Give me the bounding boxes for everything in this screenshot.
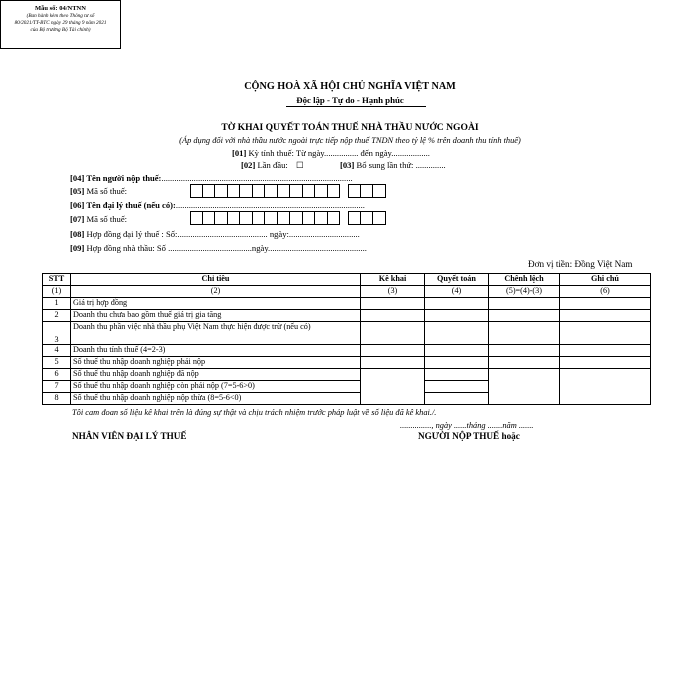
difference-cell[interactable] [489, 322, 560, 345]
settlement-cell[interactable] [425, 393, 489, 405]
field-code: [07] [70, 214, 85, 224]
note-cell[interactable] [560, 345, 651, 357]
taxpayer-name-input[interactable]: ......................................................................................... [161, 173, 353, 183]
tax-agent-name-label: Tên đại lý thuế (nếu có): [84, 200, 176, 210]
settlement-cell[interactable] [425, 345, 489, 357]
declared-cell[interactable] [361, 322, 425, 345]
row-label: Số thuế thu nhập doanh nghiệp nộp thừa (8=5-6<0) [71, 393, 361, 405]
settlement-table [42, 273, 651, 405]
declaration-text: Tôi cam đoan số liệu kê khai trên là đúng sự thật và chịu trách nhiệm trước pháp luật về số liệu đã kê khai./. [72, 408, 437, 417]
settlement-cell[interactable] [425, 322, 489, 345]
table-row [43, 369, 651, 381]
form-title: TỜ KHAI QUYẾT TOÁN THUẾ NHÀ THẦU NƯỚC NGOÀI [221, 122, 479, 133]
table-row [43, 357, 651, 369]
field-code: [09] [70, 243, 85, 253]
signing-date[interactable]: ..............., ngày ......tháng .......năm ....... [400, 421, 534, 430]
tax-period [232, 148, 430, 158]
declared-cell[interactable] [361, 357, 425, 369]
column-index: (5)=(4)-(3) [489, 286, 560, 298]
row-number: 5 [43, 357, 71, 369]
field-code: [02] [241, 160, 256, 170]
national-motto [260, 95, 440, 105]
column-header: STT [43, 274, 71, 286]
table-row [43, 345, 651, 357]
table-row [43, 298, 651, 310]
agent-tax-code-branch-boxes[interactable] [348, 211, 386, 225]
supplement [340, 160, 446, 170]
column-header: Ghi chú [560, 274, 651, 286]
note-cell[interactable] [560, 357, 651, 369]
column-header: Chỉ tiêu [71, 274, 361, 286]
country-name: CỘNG HOÀ XÃ HỘI CHỦ NGHĨA VIỆT NAM [244, 81, 456, 92]
first-time-label: Lần đầu: [255, 160, 288, 170]
declared-cell[interactable] [361, 369, 425, 405]
form-code-note: của Bộ trưởng Bộ Tài chính) [30, 27, 91, 33]
difference-cell[interactable] [489, 345, 560, 357]
form-code-note: 80/2021/TT-BTC ngày 29 tháng 9 năm 2021 [14, 20, 107, 26]
difference-cell[interactable] [489, 310, 560, 322]
note-cell[interactable] [560, 298, 651, 310]
row-label: Giá trị hợp đồng [71, 298, 361, 310]
column-index: (1) [43, 286, 71, 298]
tax-code-field [70, 186, 127, 196]
column-index: (6) [560, 286, 651, 298]
settlement-cell[interactable] [425, 381, 489, 393]
taxpayer-name-label: Tên người nộp thuế: [84, 173, 162, 183]
column-header: Kê khai [361, 274, 425, 286]
agent-tax-code-boxes[interactable] [190, 211, 340, 225]
tax-code-branch-boxes[interactable] [348, 184, 386, 198]
tax-code-label: Mã số thuế: [84, 186, 128, 196]
table-row [43, 322, 651, 345]
field-code: [03] [340, 160, 355, 170]
note-cell[interactable] [560, 369, 651, 405]
field-code: [08] [70, 229, 85, 239]
difference-cell[interactable] [489, 369, 560, 405]
row-number: 6 [43, 369, 71, 381]
motto-underline [286, 106, 426, 107]
form-code-note: (Ban hành kèm theo Thông tư số [26, 13, 95, 19]
row-label: Số thuế thu nhập doanh nghiệp đã nộp [71, 369, 361, 381]
row-label: Số thuế thu nhập doanh nghiệp phải nộp [71, 357, 361, 369]
tax-agent-name-field [70, 200, 365, 210]
contractor-contract-field [70, 243, 367, 253]
row-label: Doanh thu chưa bao gồm thuế giá trị gia tăng [71, 310, 361, 322]
agency-contract-label[interactable]: Hợp đồng đại lý thuế : Số:.......................................... ngày:................................. [84, 229, 360, 239]
row-label: Doanh thu phần việc nhà thầu phụ Việt Nam thực hiện được trừ (nếu có) [71, 322, 361, 345]
difference-cell[interactable] [489, 357, 560, 369]
currency-unit: Đơn vị tiền: Đồng Việt Nam [528, 259, 633, 269]
column-index: (2) [71, 286, 361, 298]
first-time [241, 160, 304, 171]
settlement-cell[interactable] [425, 369, 489, 381]
table-row [43, 310, 651, 322]
first-time-checkbox[interactable]: ☐ [295, 160, 304, 170]
motto-text: Độc lập - Tự do - Hạnh phúc [296, 95, 404, 105]
column-index: (4) [425, 286, 489, 298]
field-code: [06] [70, 200, 85, 210]
declared-cell[interactable] [361, 345, 425, 357]
row-number: 2 [43, 310, 71, 322]
agency-contract-field [70, 229, 360, 239]
form-subtitle: (Áp dụng đối với nhà thầu nước ngoài trực tiếp nộp thuế TNDN theo tỷ lệ % trên doanh thu tính thuế) [179, 136, 521, 145]
table-header-row [43, 274, 651, 286]
tax-code-boxes[interactable] [190, 184, 340, 198]
taxpayer-name-field [70, 173, 353, 183]
table-subheader-row [43, 286, 651, 298]
row-label: Số thuế thu nhập doanh nghiệp còn phải nộp (7=5-6>0) [71, 381, 361, 393]
row-number: 8 [43, 393, 71, 405]
agent-tax-code-label: Mã số thuế: [84, 214, 128, 224]
tax-agent-name-input[interactable]: ........................................................................................ [175, 200, 365, 210]
column-header: Quyết toán [425, 274, 489, 286]
declared-cell[interactable] [361, 310, 425, 322]
row-number: 7 [43, 381, 71, 393]
row-number: 1 [43, 298, 71, 310]
column-header: Chênh lệch [489, 274, 560, 286]
form-code-box [0, 0, 121, 49]
settlement-cell[interactable] [425, 357, 489, 369]
contractor-contract-label[interactable]: Hợp đồng nhà thầu: Số .......................................ngày.............................................. [84, 243, 367, 253]
taxpayer-signature-label: NGƯỜI NỘP THUẾ hoặc [418, 431, 520, 441]
difference-cell[interactable] [489, 298, 560, 310]
row-label: Doanh thu tính thuế (4=2-3) [71, 345, 361, 357]
settlement-cell[interactable] [425, 310, 489, 322]
note-cell[interactable] [560, 322, 651, 345]
agent-tax-code-field [70, 214, 127, 224]
row-number: 3 [43, 322, 71, 345]
form-code-title: Mẫu số: 04/NTNN [35, 5, 86, 12]
agent-signature-label: NHÂN VIÊN ĐẠI LÝ THUẾ [72, 431, 187, 441]
column-index: (3) [361, 286, 425, 298]
tax-period-label: Kỳ tính thuế: Từ ngày................ đến ngày.................. [246, 148, 430, 158]
settlement-cell[interactable] [425, 298, 489, 310]
field-code: [04] [70, 173, 85, 183]
row-number: 4 [43, 345, 71, 357]
field-code: [05] [70, 186, 85, 196]
note-cell[interactable] [560, 310, 651, 322]
supplement-label: Bổ sung lần thứ: .............. [354, 160, 446, 170]
field-code: [01] [232, 148, 247, 158]
declared-cell[interactable] [361, 298, 425, 310]
